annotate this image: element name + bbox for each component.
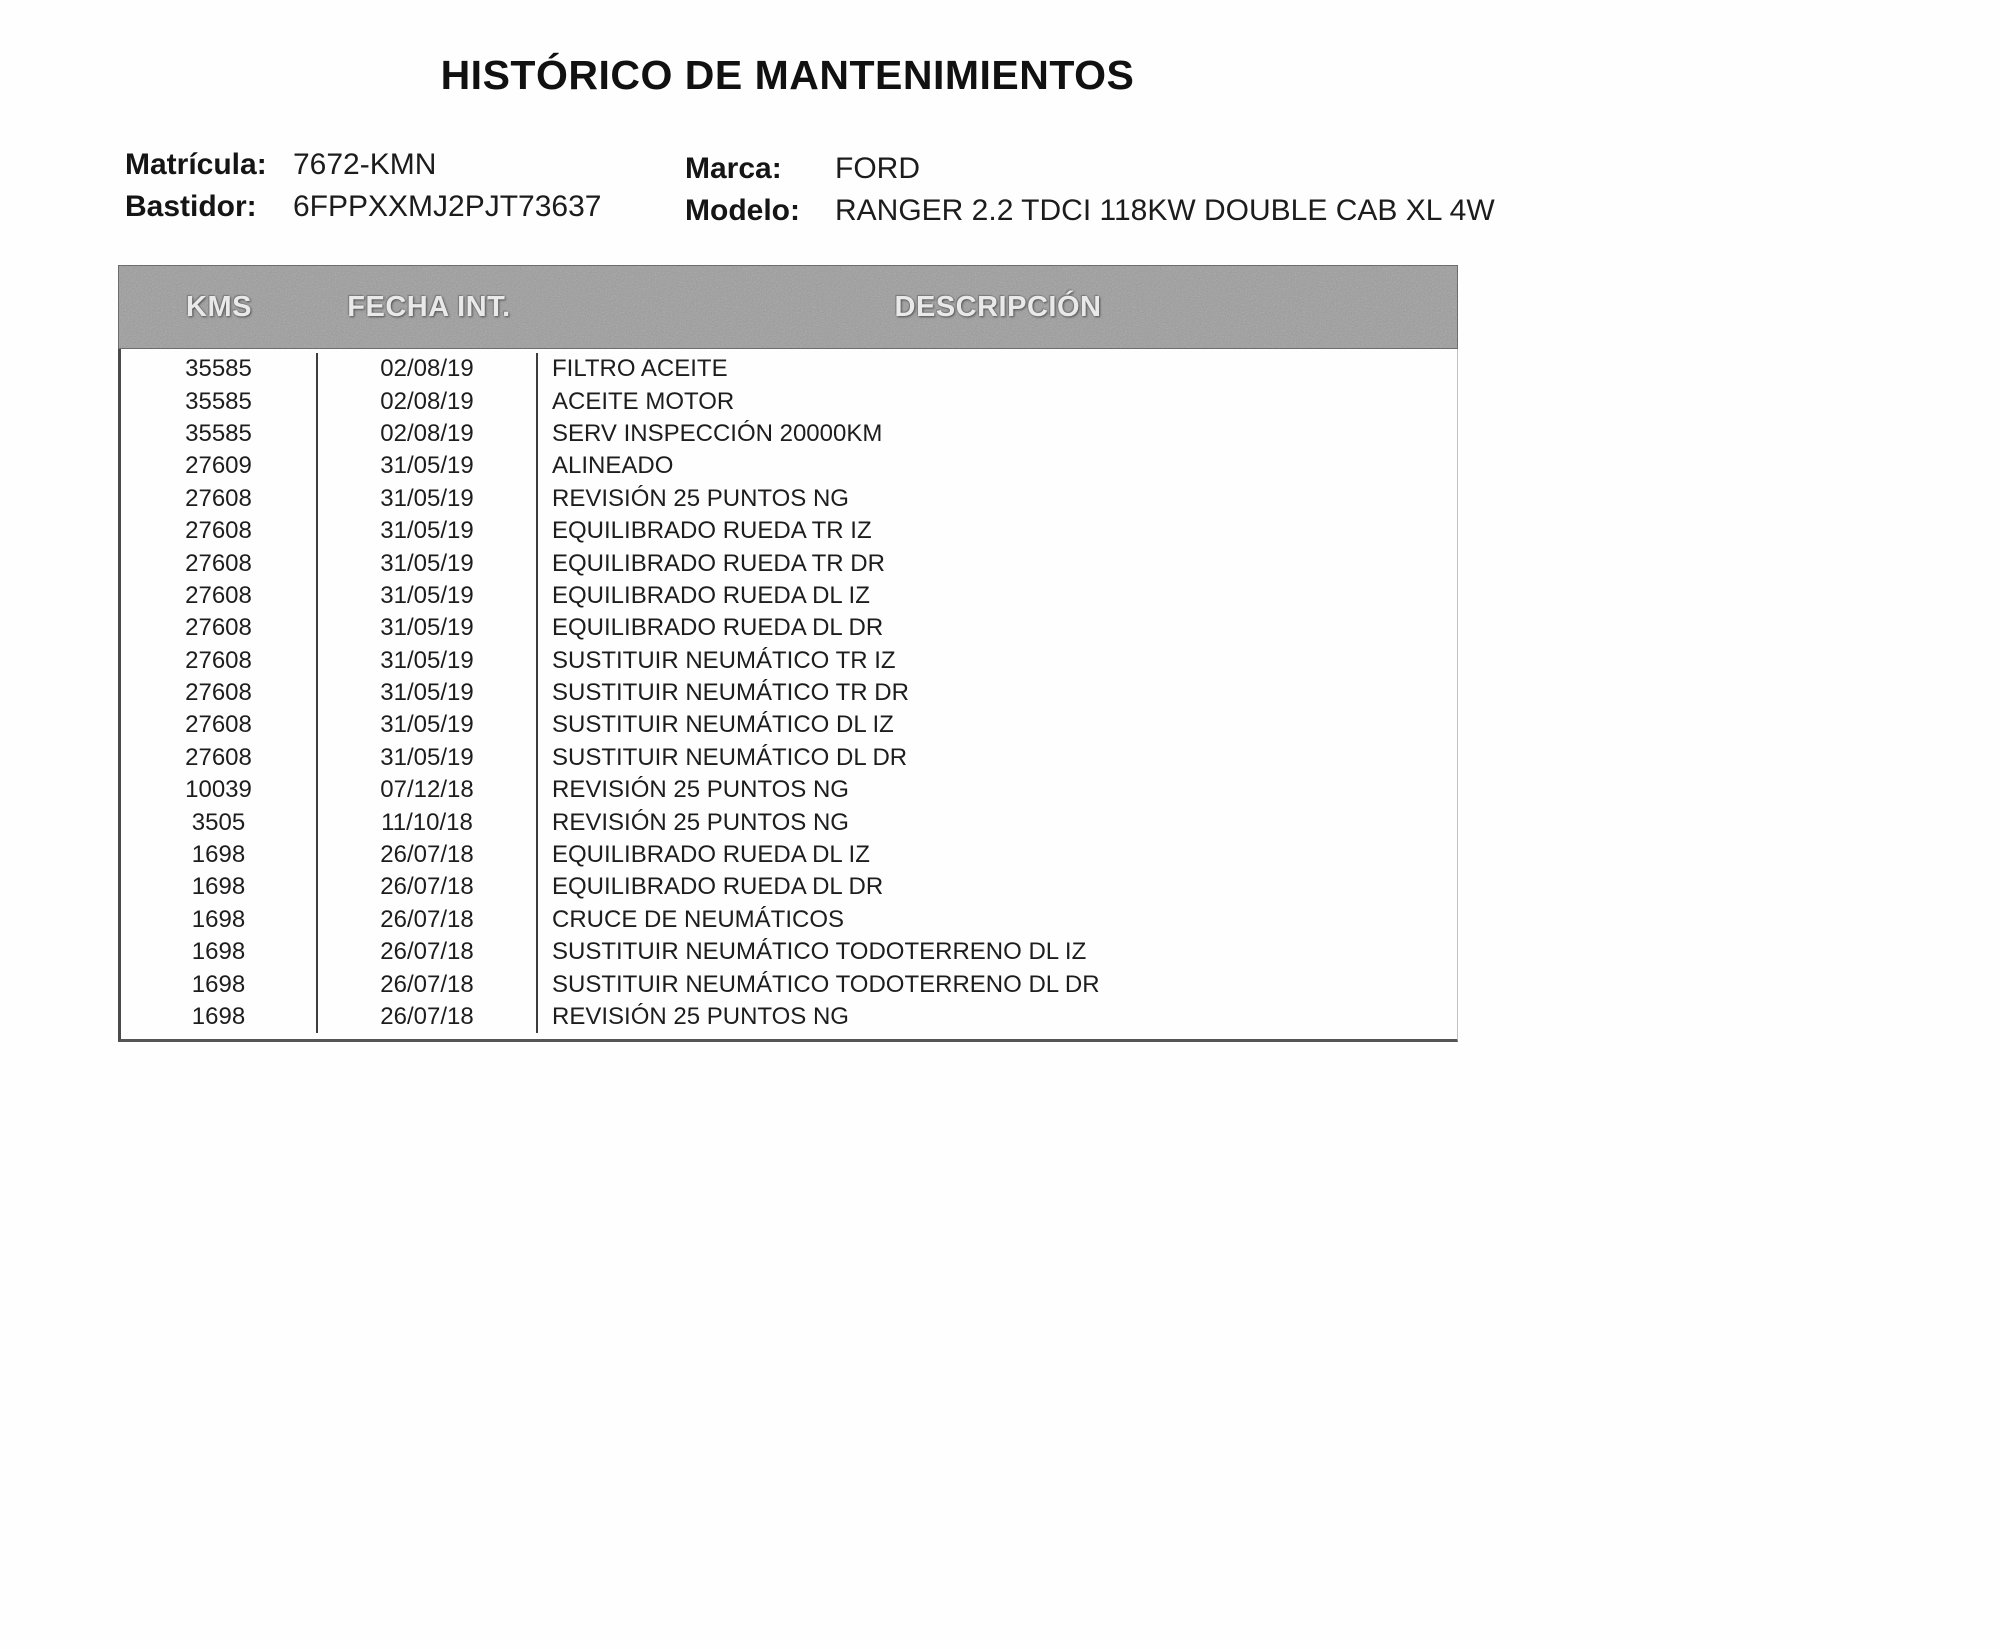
table-row <box>121 839 1457 871</box>
descripcion-cell: REVISIÓN 25 PUNTOS NG <box>552 808 849 836</box>
fecha-cell: 26/07/18 <box>318 1001 538 1033</box>
descripcion-cell: SUSTITUIR NEUMÁTICO DL DR <box>552 743 908 771</box>
fecha-cell: 31/05/19 <box>318 515 538 547</box>
table-row <box>121 774 1457 806</box>
table-row <box>121 968 1457 1000</box>
kms-cell: 27608 <box>121 483 318 515</box>
descripcion-cell: REVISIÓN 25 PUNTOS NG <box>552 776 849 804</box>
fecha-cell: 31/05/19 <box>318 645 538 677</box>
kms-cell: 1698 <box>121 871 318 903</box>
bastidor-value: 6FPPXXMJ2PJT73637 <box>293 190 602 223</box>
fecha-cell: 31/05/19 <box>318 742 538 774</box>
descripcion-cell: SUSTITUIR NEUMÁTICO TR IZ <box>552 646 896 674</box>
descripcion-cell: SUSTITUIR NEUMÁTICO TODOTERRENO DL DR <box>552 970 1100 998</box>
matricula-label: Matrícula: <box>125 148 267 181</box>
fecha-cell: 26/07/18 <box>318 968 538 1000</box>
table-row <box>121 450 1457 482</box>
kms-cell: 1698 <box>121 839 318 871</box>
descripcion-cell: EQUILIBRADO RUEDA DL DR <box>552 873 884 901</box>
descripcion-cell: SERV INSPECCIÓN 20000KM <box>552 419 883 447</box>
fecha-cell: 02/08/19 <box>318 418 538 450</box>
table-row <box>121 677 1457 709</box>
fecha-cell: 31/05/19 <box>318 483 538 515</box>
descripcion-cell: EQUILIBRADO RUEDA TR IZ <box>552 517 872 545</box>
fecha-cell: 31/05/19 <box>318 547 538 579</box>
kms-cell: 27608 <box>121 547 318 579</box>
column-header-fecha: FECHA INT. <box>347 290 511 323</box>
descripcion-cell: EQUILIBRADO RUEDA DL IZ <box>552 841 870 869</box>
kms-cell: 27609 <box>121 450 318 482</box>
table-header-cells <box>119 266 1457 348</box>
kms-cell: 27608 <box>121 742 318 774</box>
fecha-cell: 26/07/18 <box>318 904 538 936</box>
fecha-cell: 31/05/19 <box>318 677 538 709</box>
kms-cell: 35585 <box>121 385 318 417</box>
kms-cell: 27608 <box>121 709 318 741</box>
table-row <box>121 515 1457 547</box>
table-row <box>121 547 1457 579</box>
fecha-cell: 31/05/19 <box>318 709 538 741</box>
table-row <box>121 806 1457 838</box>
descripcion-cell: SUSTITUIR NEUMÁTICO DL IZ <box>552 711 894 739</box>
matricula-value: 7672-KMN <box>293 148 437 181</box>
descripcion-cell: EQUILIBRADO RUEDA DL DR <box>552 614 884 642</box>
fecha-cell: 31/05/19 <box>318 450 538 482</box>
kms-cell: 3505 <box>121 806 318 838</box>
table-header-row <box>118 265 1458 349</box>
kms-cell: 10039 <box>121 774 318 806</box>
kms-cell: 1698 <box>121 1001 318 1033</box>
table-row <box>121 580 1457 612</box>
kms-cell: 35585 <box>121 418 318 450</box>
fecha-cell: 26/07/18 <box>318 936 538 968</box>
descripcion-cell: REVISIÓN 25 PUNTOS NG <box>552 1003 849 1030</box>
fecha-cell: 11/10/18 <box>318 806 538 838</box>
kms-cell: 27608 <box>121 580 318 612</box>
marca-label: Marca: <box>685 152 782 185</box>
table-row <box>121 936 1457 968</box>
column-header-kms: KMS <box>186 290 252 323</box>
table-row <box>121 612 1457 644</box>
descripcion-cell: ACEITE MOTOR <box>552 387 735 415</box>
column-header-descripcion: DESCRIPCIÓN <box>894 290 1102 323</box>
kms-cell: 35585 <box>121 353 318 385</box>
descripcion-cell: EQUILIBRADO RUEDA TR DR <box>552 549 885 577</box>
table-row <box>121 709 1457 741</box>
table-row <box>121 353 1457 385</box>
kms-cell: 27608 <box>121 515 318 547</box>
modelo-label: Modelo: <box>685 194 800 227</box>
kms-cell: 27608 <box>121 677 318 709</box>
table-row <box>121 483 1457 515</box>
descripcion-cell: SUSTITUIR NEUMÁTICO TODOTERRENO DL IZ <box>552 938 1087 966</box>
kms-cell: 1698 <box>121 904 318 936</box>
modelo-value: RANGER 2.2 TDCI 118KW DOUBLE CAB XL 4W <box>835 194 1495 227</box>
table-row <box>121 1001 1457 1033</box>
descripcion-cell: SUSTITUIR NEUMÁTICO TR DR <box>552 679 909 707</box>
descripcion-cell: FILTRO ACEITE <box>552 355 728 383</box>
table-row <box>121 871 1457 903</box>
fecha-cell: 26/07/18 <box>318 839 538 871</box>
fecha-cell: 02/08/19 <box>318 385 538 417</box>
maintenance-table <box>118 265 1458 1042</box>
table-row <box>121 418 1457 450</box>
table-row <box>121 385 1457 417</box>
fecha-cell: 31/05/19 <box>318 612 538 644</box>
table-body <box>118 349 1458 1042</box>
page-title: HISTÓRICO DE MANTENIMIENTOS <box>440 52 1135 98</box>
table-row <box>121 742 1457 774</box>
descripcion-cell: ALINEADO <box>552 452 674 480</box>
fecha-cell: 02/08/19 <box>318 353 538 385</box>
fecha-cell: 31/05/19 <box>318 580 538 612</box>
descripcion-cell: CRUCE DE NEUMÁTICOS <box>552 905 845 933</box>
marca-value: FORD <box>835 152 920 185</box>
fecha-cell: 07/12/18 <box>318 774 538 806</box>
descripcion-cell: EQUILIBRADO RUEDA DL IZ <box>552 581 870 609</box>
bastidor-label: Bastidor: <box>125 190 257 223</box>
kms-cell: 1698 <box>121 936 318 968</box>
descripcion-cell: REVISIÓN 25 PUNTOS NG <box>552 484 849 512</box>
table-row <box>121 645 1457 677</box>
table-row <box>121 904 1457 936</box>
kms-cell: 27608 <box>121 645 318 677</box>
kms-cell: 27608 <box>121 612 318 644</box>
kms-cell: 1698 <box>121 968 318 1000</box>
fecha-cell: 26/07/18 <box>318 871 538 903</box>
